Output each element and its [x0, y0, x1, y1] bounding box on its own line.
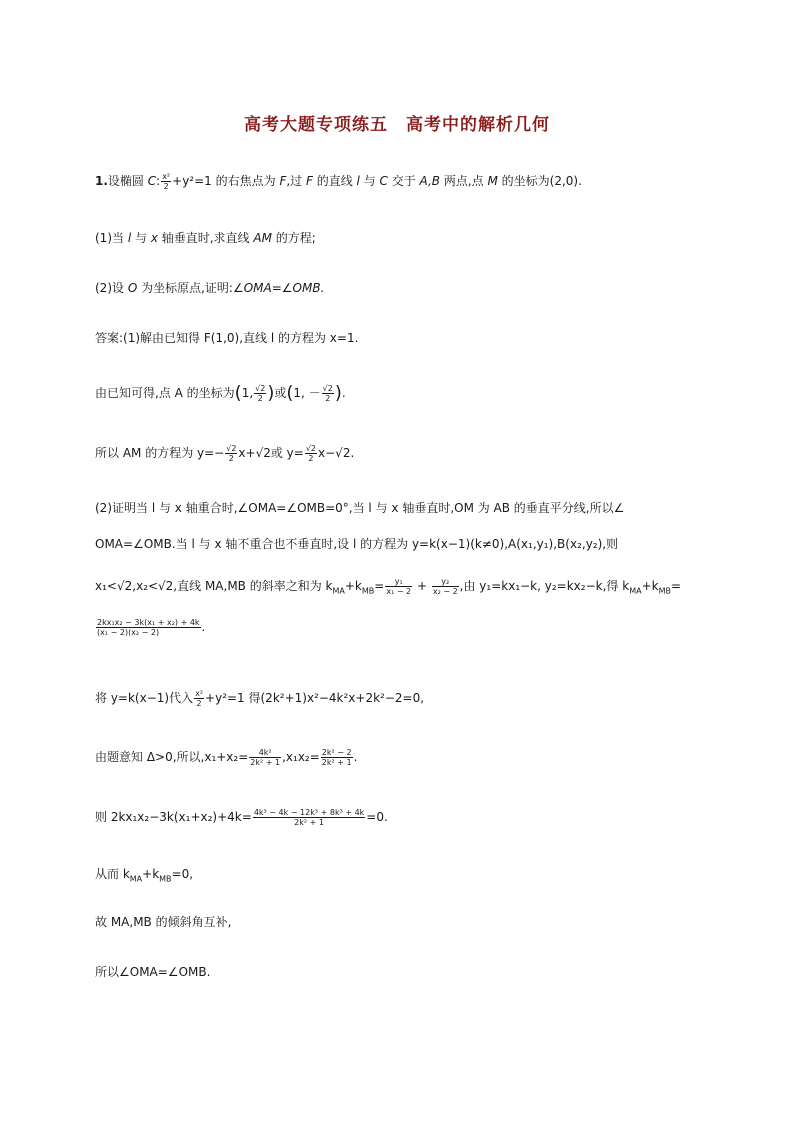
ellipse-fraction: $\frac{\text{x²}}{2}$ [162, 172, 171, 191]
problem-part-1: (1)当 l 与 x 轴垂直时,求直线 AM 的方程; [95, 231, 316, 245]
answer-line-2: 由已知可得,点 A 的坐标为(1, $\frac{√2}{2}$ )或(1, － $\frac{√2}{2}$ ). [95, 382, 346, 404]
answer-line-8: 将 y=k(x−1)代入 $\frac{\text{x²}}{2}$ +y²=1 得(2k²+1)x²−4k²x+2k²−2=0, [95, 689, 425, 708]
answer-line-12: 故 MA,MB 的倾斜角互补, [95, 915, 232, 929]
answer-line-6: x₁<√2,x₂<√2,直线 MA,MB 的斜率之和为 $k_{MA}+k_{MB}=$ $\frac{\text{y₁}}{\text{x₁ − 2}}$ + $\frac{\text{y₂}}{\text{x₂ − 2}}$ ,由 y₁=kx₁−k, y₂=kx₂−k,得 $k_{MA}+k_{MB}=$ [95, 577, 682, 596]
page-title: 高考大题专项练五 高考中的解析几何 [244, 115, 550, 135]
problem-number: 1. [95, 174, 108, 188]
answer-line-9: 由题意知 Δ>0,所以,x₁+x₂= $\frac{\text{4k²}}{\text{2k² + 1}}$ ,x₁x₂= $\frac{\text{2k² − 2}}{\text{2k² + 1}}$ . [95, 748, 358, 767]
problem-part-2: (2)设 O 为坐标原点,证明:∠OMA=∠OMB. [95, 281, 325, 295]
answer-line-13: 所以∠OMA=∠OMB. [95, 965, 211, 979]
answer-line-1: 答案:(1)解由已知得 F(1,0),直线 l 的方程为 x=1. [95, 331, 359, 345]
answer-line-7: $\frac{\text{2kx₁x₂ − 3k(x₁ + x₂) + 4k}}{\text{(x₁ − 2)(x₂ − 2)}}$ . [97, 618, 206, 637]
answer-line-11: 从而 $k_{MA}+k_{MB}=0$, [95, 867, 194, 882]
answer-line-3: 所以 AM 的方程为 y=− $\frac{√2}{2}$ x+√2或 y= $\frac{√2}{2}$ x−√2. [95, 444, 355, 463]
answer-line-10: 则 2kx₁x₂−3k(x₁+x₂)+4k= $\frac{\text{4k³ − 4k − 12k³ + 8k³ + 4k}}{\text{2k² + 1}}$ =0. [95, 808, 388, 827]
answer-line-4: (2)证明当 l 与 x 轴重合时,∠OMA=∠OMB=0°,当 l 与 x 轴垂直时,OM 为 AB 的垂直平分线,所以∠ [95, 501, 625, 515]
problem-stem: 1.设椭圆 C: $\frac{\text{x²}}{2}$ +y²=1 的右焦点为 F,过 F 的直线 l 与 C 交于 A,B 两点,点 M 的坐标为(2,0). [95, 172, 582, 191]
answer-line-5: OMA=∠OMB.当 l 与 x 轴不重合也不垂直时,设 l 的方程为 y=k(x−1)(k≠0),A(x₁,y₁),B(x₂,y₂),则 [95, 537, 619, 551]
